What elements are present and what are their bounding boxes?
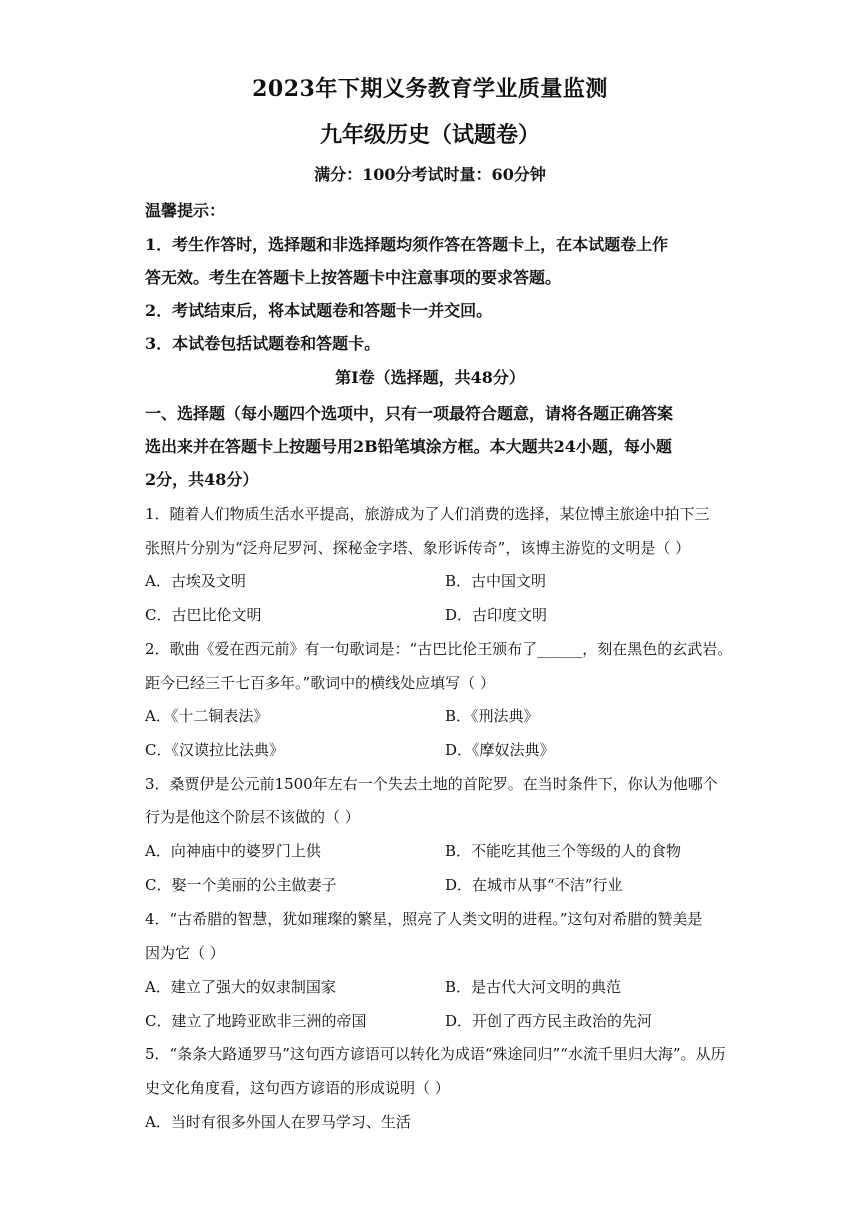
section-intro-line-2: 选出来并在答题卡上按题号用2B铅笔填涂方框。本大题共24小题，每小题 [145, 437, 672, 456]
question-4-option-a: A．建立了强大的奴隶制国家 [145, 978, 336, 996]
notice-item-1-line-1: 1．考生作答时，选择题和非选择题均须作答在答题卡上，在本试题卷上作 [145, 235, 669, 254]
notice-item-3: 3．本试卷包括试题卷和答题卡。 [145, 334, 381, 353]
question-5-line-2: 史文化角度看，这句西方谚语的形成说明（ ） [145, 1079, 450, 1097]
question-4-option-c: C．建立了地跨亚欧非三洲的帝国 [145, 1012, 367, 1030]
question-2-option-c: C．《汉谟拉比法典》 [145, 741, 284, 759]
notice-item-2: 2．考试结束后，将本试题卷和答题卡一并交回。 [145, 301, 493, 320]
question-3-line-2: 行为是他这个阶层不该做的（ ） [145, 808, 360, 826]
question-2-line-2: 距今已经三千七百多年。”歌词中的横线处应填写（ ） [145, 674, 495, 692]
exam-title: 2023年下期义务教育学业质量监测 [252, 76, 608, 102]
question-4-option-d: D．开创了西方民主政治的先河 [445, 1012, 653, 1030]
question-4-option-b: B．是古代大河文明的典范 [445, 978, 622, 996]
question-1-option-b: B．古中国文明 [445, 572, 547, 590]
notice-item-1-line-2: 答无效。考生在答题卡上按答题卡中注意事项的要求答题。 [145, 268, 562, 287]
question-3-option-d: D．在城市从事“不洁”行业 [445, 876, 623, 894]
question-3-option-c: C．娶一个美丽的公主做妻子 [145, 876, 337, 894]
question-4-line-2: 因为它（ ） [145, 944, 225, 962]
notice-heading: 温馨提示： [145, 201, 226, 220]
question-3-option-a: A．向神庙中的婆罗门上供 [145, 842, 321, 860]
question-3-line-1: 3．桑贾伊是公元前1500年左右一个失去土地的首陀罗。在当时条件下，你认为他哪个 [145, 775, 718, 793]
question-4-line-1: 4．“古希腊的智慧，犹如璀璨的繁星，照亮了人类文明的进程。”这句对希腊的赞美是 [145, 910, 703, 928]
question-1-line-1: 1．随着人们物质生活水平提高，旅游成为了人们消费的选择，某位博主旅途中拍下三 [145, 505, 710, 523]
question-5-line-1: 5．“条条大路通罗马”这句西方谚语可以转化为成语“殊途同归”“水流千里归大海”。从历 [145, 1045, 726, 1063]
exam-meta: 满分：100分考试时量：60分钟 [314, 165, 546, 184]
exam-subtitle: 九年级历史（试题卷） [319, 122, 540, 148]
question-2-option-d: D．《摩奴法典》 [445, 741, 555, 759]
section-intro-line-3: 2分，共48分） [145, 470, 259, 489]
section-title: 第Ⅰ卷（选择题，共48分） [335, 368, 525, 387]
question-2-option-a: A．《十二铜表法》 [145, 707, 269, 725]
question-5-option-a: A．当时有很多外国人在罗马学习、生活 [145, 1113, 411, 1131]
section-intro-line-1: 一、选择题（每小题四个选项中，只有一项最符合题意，请将各题正确答案 [145, 404, 674, 423]
question-1-option-c: C．古巴比伦文明 [145, 606, 262, 624]
question-1-option-d: D．古印度文明 [445, 606, 548, 624]
question-2-line-1: 2．歌曲《爱在西元前》有一句歌词是：“古巴比伦王颁布了______，刻在黑色的玄武岩。 [145, 640, 733, 658]
question-3-option-b: B．不能吃其他三个等级的人的食物 [445, 842, 682, 860]
question-2-option-b: B．《刑法典》 [445, 707, 539, 725]
question-1-line-2: 张照片分别为“泛舟尼罗河、探秘金字塔、象形诉传奇”，该博主游览的文明是（ ） [145, 539, 691, 557]
question-1-option-a: A．古埃及文明 [145, 572, 246, 590]
